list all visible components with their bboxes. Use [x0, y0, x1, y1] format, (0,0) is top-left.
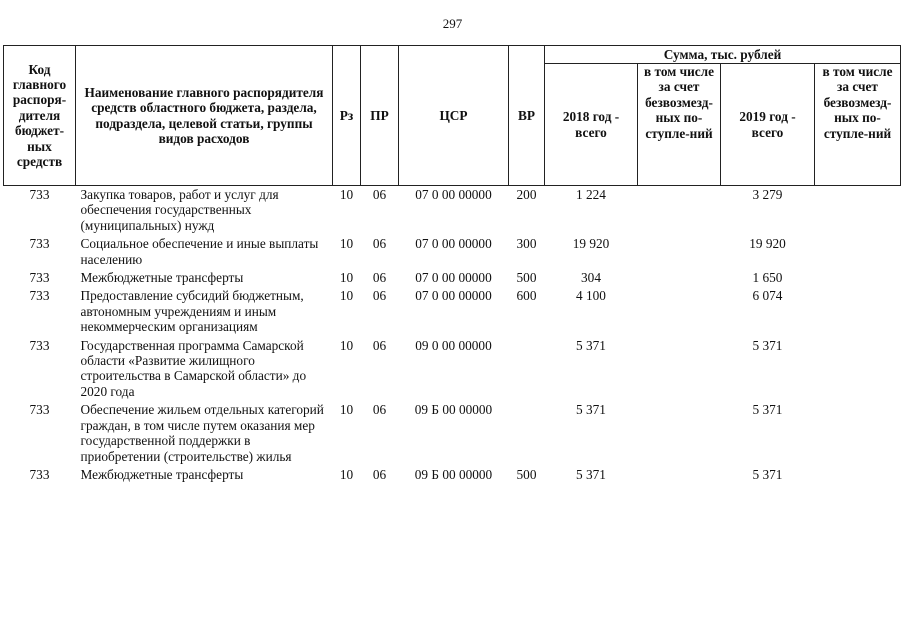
col-2019-header: 2019 год - всего — [721, 64, 815, 186]
col-vr-header: ВР — [509, 46, 545, 186]
cell-name: Предоставление субсидий бюджетным, автономным учреждениям и иным некоммерческим организациям — [80, 288, 304, 335]
cell-2018: 5 371 — [576, 402, 606, 418]
cell-pr: 06 — [372, 402, 387, 418]
cell-2019-grant — [815, 186, 901, 237]
cell-code: 733 — [29, 236, 50, 252]
cell-2018: 5 371 — [576, 466, 606, 482]
cell-rz: 10 — [339, 270, 354, 286]
cell-name: Межбюджетные трансферты — [80, 270, 244, 286]
cell-rz: 10 — [339, 402, 354, 418]
cell-2018-grant — [638, 186, 721, 237]
cell-2018-grant — [638, 467, 721, 485]
table-row — [4, 186, 901, 237]
cell-code: 733 — [29, 466, 50, 482]
budget-table — [3, 45, 901, 485]
cell-csr: 09 Б 00 00000 — [414, 466, 493, 482]
cell-pr: 06 — [372, 337, 387, 353]
cell-rz: 10 — [339, 187, 354, 202]
cell-2018: 5 371 — [576, 337, 606, 353]
cell-pr: 06 — [372, 187, 387, 202]
cell-name: Государственная программа Самарской области «Развитие жилищного строительства в Самарской области» до 2020 года — [80, 337, 307, 399]
cell-csr: 07 0 00 00000 — [415, 270, 492, 286]
col-rz-header: Рз — [333, 46, 361, 186]
cell-2019: 3 279 — [752, 187, 783, 202]
cell-name: Социальное обеспечение и иные выплаты населению — [80, 236, 319, 267]
cell-csr: 07 0 00 00000 — [415, 288, 492, 304]
col-csr-header: ЦСР — [399, 46, 509, 186]
table-row — [4, 288, 901, 337]
cell-2019-grant — [815, 270, 901, 288]
cell-2018-grant — [638, 338, 721, 403]
col-2018-header: 2018 год - всего — [545, 64, 638, 186]
table-row — [4, 236, 901, 270]
table-row — [4, 467, 901, 485]
cell-vr: 200 — [516, 187, 537, 202]
cell-2019: 6 074 — [752, 288, 783, 304]
cell-2018-grant — [638, 270, 721, 288]
cell-2018: 304 — [581, 270, 601, 286]
cell-2018: 1 224 — [576, 187, 606, 202]
cell-pr: 06 — [372, 288, 387, 304]
cell-csr: 07 0 00 00000 — [415, 187, 492, 202]
cell-2019-grant — [815, 236, 901, 270]
cell-csr: 09 Б 00 00000 — [414, 402, 493, 418]
cell-vr: 500 — [516, 270, 537, 286]
cell-vr: 300 — [516, 236, 537, 252]
table-row — [4, 270, 901, 288]
page-number: 297 — [442, 16, 463, 31]
cell-rz: 10 — [339, 236, 354, 252]
cell-name: Обеспечение жильем отдельных категорий граждан, в том числе путем оказания мер государственной поддержки в приобретении (строительстве) жилья — [80, 402, 324, 464]
cell-vr: 600 — [516, 288, 537, 304]
table-body — [4, 186, 901, 486]
col-2018-grant-header: в том числе за счет безвозмезд-ных по-ступле-ний — [638, 64, 721, 186]
cell-2019: 5 371 — [752, 337, 783, 353]
table-row — [4, 402, 901, 467]
cell-2019-grant — [815, 467, 901, 485]
cell-code: 733 — [29, 270, 50, 286]
col-sum-header: Сумма, тыс. рублей — [545, 46, 901, 64]
cell-rz: 10 — [339, 337, 354, 353]
cell-name: Закупка товаров, работ и услуг для обеспечения государственных (муниципальных) нужд — [80, 187, 279, 233]
cell-name: Межбюджетные трансферты — [80, 466, 244, 482]
cell-pr: 06 — [372, 270, 387, 286]
cell-2018-grant — [638, 288, 721, 337]
cell-2019-grant — [815, 402, 901, 467]
cell-pr: 06 — [372, 236, 387, 252]
cell-csr: 09 0 00 00000 — [415, 337, 492, 353]
cell-2019-grant — [815, 338, 901, 403]
cell-code: 733 — [29, 187, 50, 202]
cell-2018-grant — [638, 236, 721, 270]
cell-code: 733 — [29, 402, 50, 418]
cell-code: 733 — [29, 337, 50, 353]
cell-2018: 19 920 — [572, 236, 610, 252]
col-pr-header: ПР — [361, 46, 399, 186]
cell-rz: 10 — [339, 288, 354, 304]
col-code-header: Код главного распоря-дителя бюджет-ных средств — [4, 46, 76, 186]
cell-code: 733 — [29, 288, 50, 304]
cell-pr: 06 — [372, 466, 387, 482]
cell-2019: 5 371 — [752, 402, 783, 418]
cell-rz: 10 — [339, 466, 354, 482]
table-row — [4, 338, 901, 403]
cell-2018: 4 100 — [576, 288, 606, 304]
cell-2019: 5 371 — [752, 466, 783, 482]
cell-2019-grant — [815, 288, 901, 337]
col-name-header: Наименование главного распорядителя средств областного бюджета, раздела, подраздела, целевой статьи, группы видов расходов — [76, 46, 333, 186]
cell-csr: 07 0 00 00000 — [415, 236, 492, 252]
cell-2019: 19 920 — [749, 236, 786, 252]
cell-vr — [509, 338, 545, 403]
cell-2018-grant — [638, 402, 721, 467]
col-2019-grant-header: в том числе за счет безвозмезд-ных по-ступле-ний — [815, 64, 901, 186]
table-header — [4, 46, 901, 186]
cell-2019: 1 650 — [752, 270, 783, 286]
cell-vr — [509, 402, 545, 467]
cell-vr: 500 — [516, 466, 537, 482]
